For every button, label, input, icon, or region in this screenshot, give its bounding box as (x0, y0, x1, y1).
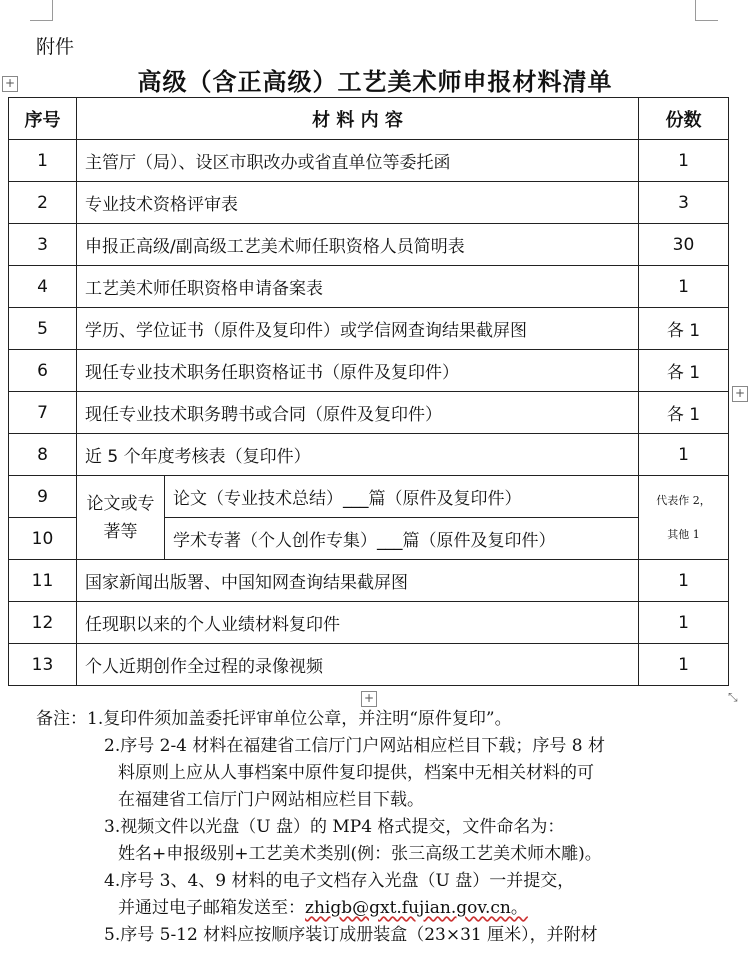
header-no: 序号 (9, 98, 77, 140)
note-line: 5.序号 5-12 材料应按顺序装订成册装盒（23×31 厘米），并附材 (104, 925, 598, 945)
table-row (9, 266, 729, 308)
row-content: 个人近期创作全过程的录像视频 (77, 644, 639, 686)
table-move-handle-icon[interactable]: + (2, 76, 18, 92)
row-content: 近 5 个年度考核表（复印件） (77, 434, 639, 476)
row-no: 2 (9, 182, 77, 224)
row-count: 30 (639, 224, 729, 266)
page-corner-mark-left (30, 0, 53, 21)
row-no: 3 (9, 224, 77, 266)
table-row (9, 182, 729, 224)
note-email-label: 并通过电子邮箱发送至： (118, 898, 305, 918)
table-row (9, 224, 729, 266)
note-email-address: zhigb@gxt.fujian.gov.cn。 (305, 898, 528, 918)
note-line: 3.视频文件以光盘（U 盘）的 MP4 格式提交，文件命名为： (104, 817, 565, 837)
row-count: 1 (639, 434, 729, 476)
row-no: 1 (9, 140, 77, 182)
row-content: 主管厅（局）、设区市职改办或省直单位等委托函 (77, 140, 639, 182)
row-no: 12 (9, 602, 77, 644)
table-header-row (9, 98, 729, 140)
table-row (9, 140, 729, 182)
document-title: 高级（含正高级）工艺美术师申报材料清单 (137, 68, 613, 96)
note-line: 料原则上应从人事档案中原件复印提供，档案中无相关材料的可 (118, 763, 594, 783)
row-count: 1 (639, 602, 729, 644)
table-resize-handle-icon[interactable]: ⤡ (728, 690, 738, 704)
row-no: 9 (9, 476, 77, 518)
add-column-plus-icon[interactable]: + (361, 691, 377, 707)
group-label: 论文或专著等 (77, 476, 165, 560)
table-row (9, 644, 729, 686)
header-content: 材 料 内 容 (77, 98, 639, 140)
row-content: 论文（专业技术总结）___篇（原件及复印件） (165, 476, 639, 518)
row-content: 申报正高级/副高级工艺美术师任职资格人员简明表 (77, 224, 639, 266)
row-no: 13 (9, 644, 77, 686)
row-no: 7 (9, 392, 77, 434)
notes-section (36, 706, 736, 949)
row-count: 各 1 (639, 350, 729, 392)
row-content: 学历、学位证书（原件及复印件）或学信网查询结果截屏图 (77, 308, 639, 350)
row-no: 4 (9, 266, 77, 308)
row-count: 1 (639, 644, 729, 686)
table-row (9, 434, 729, 476)
row-count: 3 (639, 182, 729, 224)
group-count-line2: 其他 1 (667, 527, 700, 541)
note-line: 4.序号 3、4、9 材料的电子文档存入光盘（U 盘）一并提交， (104, 871, 575, 891)
row-content: 现任专业技术职务聘书或合同（原件及复印件） (77, 392, 639, 434)
row-content: 任现职以来的个人业绩材料复印件 (77, 602, 639, 644)
header-count: 份数 (639, 98, 729, 140)
row-no: 10 (9, 518, 77, 560)
page-corner-mark-right (695, 0, 718, 21)
row-content: 国家新闻出版署、中国知网查询结果截屏图 (77, 560, 639, 602)
row-count: 各 1 (639, 308, 729, 350)
note-line-email (36, 895, 736, 922)
row-content: 专业技术资格评审表 (77, 182, 639, 224)
row-no: 6 (9, 350, 77, 392)
note-line: 在福建省工信厅门户网站相应栏目下载。 (118, 790, 424, 810)
note-line: 2.序号 2-4 材料在福建省工信厅门户网站相应栏目下载；序号 8 材 (104, 736, 606, 756)
table-row-group (9, 476, 729, 518)
group-count (639, 476, 729, 560)
materials-table-container (8, 97, 728, 686)
row-content: 工艺美术师任职资格申请备案表 (77, 266, 639, 308)
table-row (9, 308, 729, 350)
row-no: 11 (9, 560, 77, 602)
row-no: 5 (9, 308, 77, 350)
note-line: 备注：1.复印件须加盖委托评审单位公章，并注明“原件复印”。 (36, 709, 512, 729)
row-count: 各 1 (639, 392, 729, 434)
add-row-plus-icon[interactable]: + (732, 386, 748, 402)
table-row (9, 602, 729, 644)
row-content: 现任专业技术职务任职资格证书（原件及复印件） (77, 350, 639, 392)
note-line: 姓名+申报级别+工艺美术类别(例：张三高级工艺美术师木雕)。 (118, 844, 602, 864)
row-no: 8 (9, 434, 77, 476)
table-row (9, 560, 729, 602)
materials-table (8, 97, 729, 686)
row-content: 学术专著（个人创作专集）___篇（原件及复印件） (165, 518, 639, 560)
row-count: 1 (639, 140, 729, 182)
row-count: 1 (639, 560, 729, 602)
table-row (9, 350, 729, 392)
group-count-line1: 代表作 2， (656, 493, 711, 507)
attachment-label: 附件 (36, 36, 75, 58)
row-count: 1 (639, 266, 729, 308)
table-row (9, 392, 729, 434)
